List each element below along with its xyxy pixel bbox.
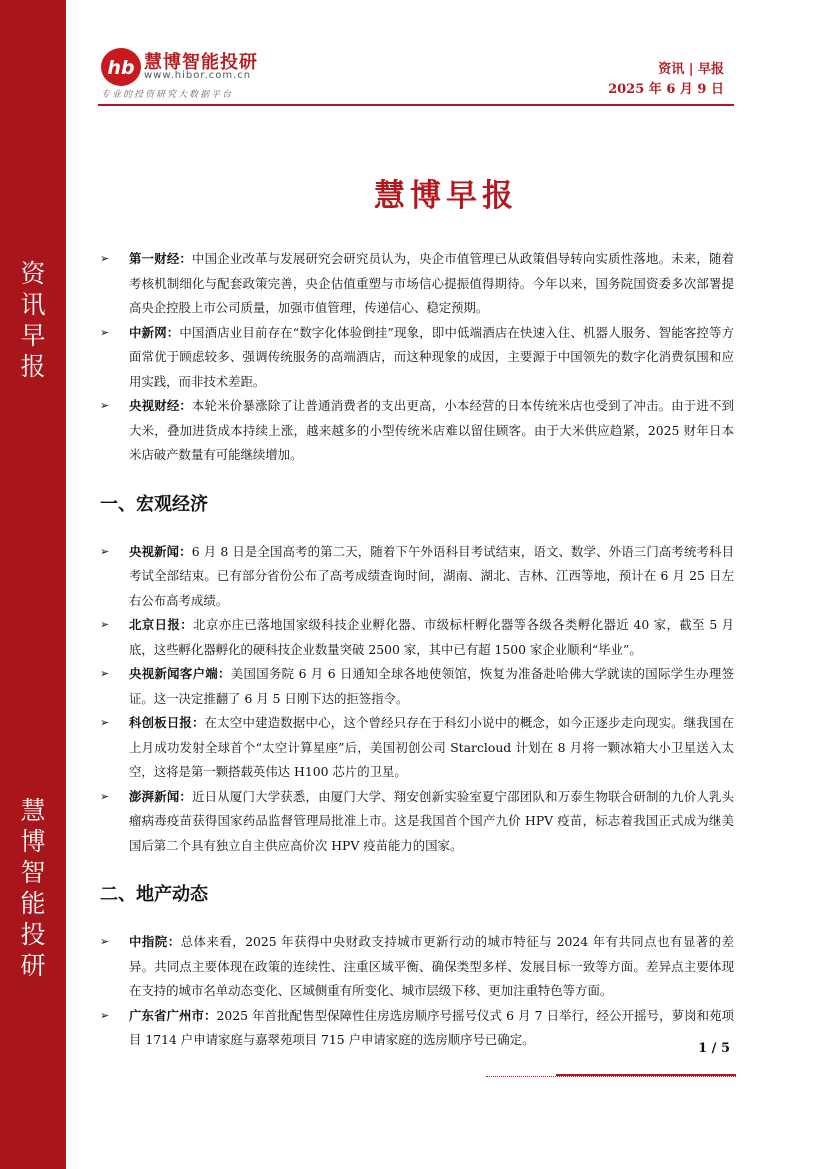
logo-slogan: 专业的投资研究大数据平台: [101, 90, 234, 100]
news-text: 2025 年首批配售型保障性住房选房顺序号摇号仪式 6 月 7 日举行，经公开摇号，萝岗和苑项目 1714 户申请家庭与嘉翠苑项目 715 户申请家庭的选房顺序号已确定。: [129, 1007, 734, 1047]
header-meta: [608, 60, 724, 100]
arrow-bullet-icon: ➢: [100, 1008, 110, 1022]
page-number: 1 / 5: [698, 1041, 730, 1056]
list-item: [100, 662, 734, 711]
list-item: [100, 394, 734, 468]
arrow-bullet-icon: ➢: [100, 618, 110, 631]
arrow-bullet-icon: ➢: [100, 544, 110, 558]
report-date: 2025 年 6 月 9 日: [608, 82, 724, 97]
list-item: [100, 930, 734, 1004]
list-item: [100, 321, 734, 395]
main-content: [100, 247, 734, 1053]
logo-icon: [101, 48, 141, 86]
news-text: 在太空中建造数据中心，这个曾经只存在于科幻小说中的概念，如今正逐步走向现实。继我国在上月成功发射全球首个“太空计算星座”后，美国初创公司 Starcloud 计划在 8 月将一颗冰箱大小卫星送入太空，这将是第一颗搭载英伟达 H100 芯片的卫星。: [129, 715, 735, 779]
news-source: 中新网：: [129, 324, 180, 340]
arrow-bullet-icon: ➢: [100, 935, 110, 948]
news-source: 北京日报：: [129, 617, 194, 632]
news-source: 科创板日报：: [129, 715, 205, 730]
news-source: 澎湃新闻：: [129, 788, 193, 804]
logo-url: www.hibor.com.cn: [144, 70, 252, 81]
news-source: 第一财经：: [129, 251, 193, 266]
arrow-bullet-icon: ➢: [100, 789, 110, 803]
page-header: [98, 46, 734, 106]
section-heading-realestate: 二、地产动态: [100, 884, 208, 905]
logo-name: 慧博智能投研: [144, 52, 258, 73]
intro-list: [100, 247, 734, 468]
arrow-bullet-icon: ➢: [100, 667, 110, 680]
news-source: 央视财经：: [129, 398, 193, 413]
sidebar: [0, 0, 66, 1169]
news-source: 央视新闻：: [129, 543, 192, 559]
news-source: 广东省广州市：: [129, 1007, 217, 1023]
report-category: 资讯 | 早报: [658, 62, 724, 77]
list-item: [100, 247, 734, 321]
sidebar-top-label: 资 讯 早 报: [20, 259, 46, 381]
footer-dotted-rule: [486, 1076, 736, 1077]
list-item: [100, 1004, 734, 1053]
arrow-bullet-icon: ➢: [100, 325, 110, 339]
list-item: [100, 711, 734, 785]
news-text: 北京亦庄已落地国家级科技企业孵化器、市级标杆孵化器等各级各类孵化器近 40 家，截至 5 月底，这些孵化器孵化的硬科技企业数量突破 2500 家，其中已有超 1500 家企业顺利“毕业”。: [129, 617, 734, 657]
news-text: 中国酒店业目前存在“数字化体验倒挂”现象，即中低端酒店在快速入住、机器人服务、智能客控等方面常优于顾虑较多、强调传统服务的高端酒店，而这种现象的成因，主要源于中国领先的数字化消费氛围和应用实践，而非技术差距。: [129, 324, 735, 389]
news-text: 总体来看，2025 年获得中央财政支持城市更新行动的城市特征与 2024 年有共同点也有显著的差异。共同点主要体现在政策的连续性、注重区域平衡、确保类型多样、发展目标一致等方面。差异点主要体现在支持的城市名单动态变化、区域侧重有所变化、城市层级下移、更加注重特色等方面。: [129, 934, 734, 998]
realestate-list: [100, 930, 734, 1053]
news-text: 近日从厦门大学获悉，由厦门大学、翔安创新实验室夏宁邵团队和万泰生物联合研制的九价人乳头瘤病毒疫苗获得国家药品监督管理局批准上市。这是我国首个国产九价 HPV 疫苗，标志着我国正式成为继美国后第二个具有独立自主供应高价次 HPV 疫苗能力的国家。: [129, 788, 735, 853]
sidebar-bottom-label: 慧 博 智 能 投 研: [20, 796, 46, 980]
list-item: [100, 785, 734, 859]
arrow-bullet-icon: ➢: [100, 716, 110, 729]
list-item: [100, 613, 734, 662]
news-text: 美国国务院 6 月 6 日通知全球各地使领馆，恢复为准备赴哈佛大学就读的国际学生办理签证。这一决定推翻了 6 月 5 日刚下达的拒签指令。: [129, 666, 734, 706]
news-text: 6 月 8 日是全国高考的第二天，随着下午外语科目考试结束，语文、数学、外语三门高考统考科目考试全部结束。已有部分省份公布了高考成绩查询时间，湖南、湖北、吉林、江西等地，预计在 6 月 25 日左右公布高考成绩。: [129, 543, 734, 608]
macro-list: [100, 540, 734, 859]
news-text: 本轮米价暴涨除了让普通消费者的支出更高，小本经营的日本传统米店也受到了冲击。由于进不到大米，叠加进货成本持续上涨，越来越多的小型传统米店难以留住顾客。由于大米供应趋紧，2025 财年日本米店破产数量有可能继续增加。: [129, 398, 735, 462]
logo-mark-text: hb: [107, 57, 135, 79]
list-item: [100, 540, 734, 614]
news-text: 中国企业改革与发展研究会研究员认为，央企市值管理已从政策倡导转向实质性落地。未来，随着考核机制细化与配套政策完善，央企估值重塑与市场信心提振值得期待。今年以来，国务院国资委多次部署提高央企控股上市公司质量，加强市值管理，传递信心、稳定预期。: [129, 251, 735, 315]
news-source: 中指院：: [129, 934, 181, 949]
section-heading-macro: 一、宏观经济: [100, 493, 208, 515]
footer-rule: [556, 1074, 736, 1076]
page-title: 慧博早报: [374, 178, 518, 214]
header-divider: [98, 104, 734, 106]
arrow-bullet-icon: ➢: [100, 252, 110, 265]
arrow-bullet-icon: ➢: [100, 399, 110, 412]
news-source: 央视新闻客户端：: [129, 666, 231, 681]
